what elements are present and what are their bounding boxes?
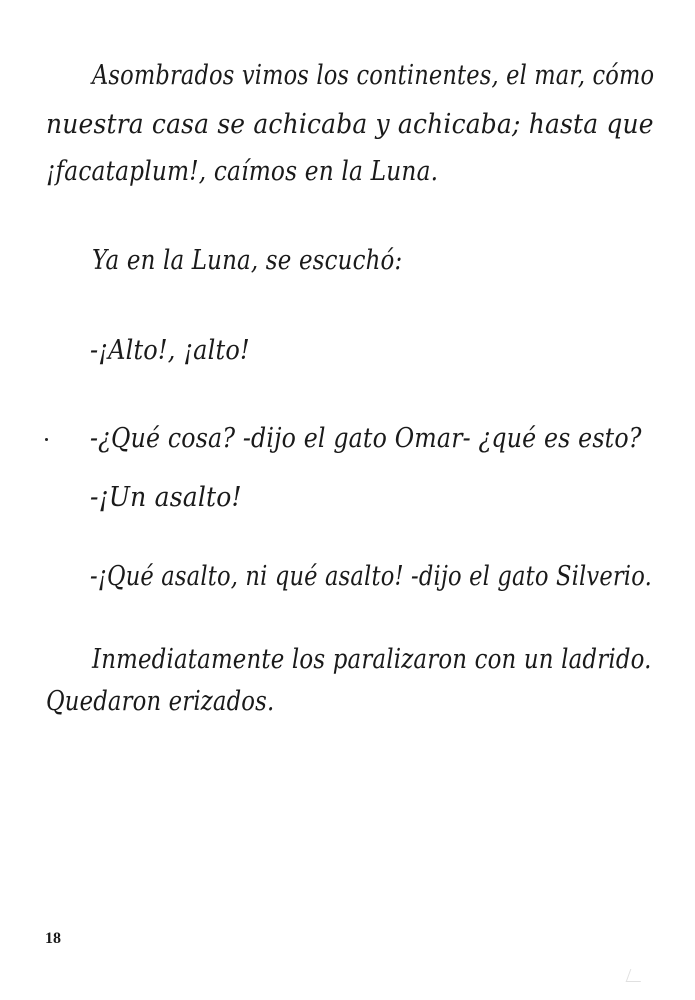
paragraph-final-line-1: Inmediatamente los paralizaron con un ladrido. <box>92 644 652 675</box>
margin-speck <box>45 438 48 441</box>
paragraph-2-line-1: Ya en la Luna, se escuchó: <box>92 245 403 276</box>
paragraph-final-line-2: Quedaron erizados. <box>46 686 275 717</box>
dialogue-un-asalto: -¡Un asalto! <box>90 482 242 513</box>
dialogue-que-asalto: -¡Qué asalto, ni qué asalto! -dijo el gato Silverio. <box>90 561 652 592</box>
paragraph-1-line-1: Asombrados vimos los continentes, el mar, cómo <box>92 60 655 91</box>
dialogue-alto: -¡Alto!, ¡alto! <box>90 335 250 366</box>
paragraph-1-line-2: nuestra casa se achicaba y achicaba; hasta que <box>46 109 654 140</box>
dialogue-que-cosa: -¿Qué cosa? -dijo el gato Omar- ¿qué es esto? <box>90 423 642 454</box>
page-number: 18 <box>45 930 61 947</box>
paragraph-1-line-3: ¡facataplum!, caímos en la Luna. <box>46 156 439 187</box>
scan-artifact <box>626 969 646 982</box>
